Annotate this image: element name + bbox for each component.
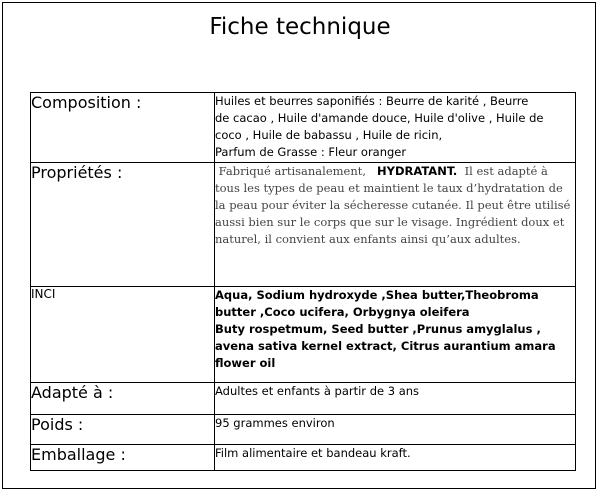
table-row-composition [31, 93, 576, 163]
inci-line: Buty rospetmum, Seed butter ,Prunus amyglalus , [215, 322, 541, 336]
inci-line: flower oil [215, 356, 276, 370]
page-title: Fiche technique [209, 14, 391, 40]
label-composition: Composition : [31, 93, 215, 163]
inci-line: Aqua, Sodium hydroxyde ,Shea butter,Theobroma [215, 288, 539, 302]
value-composition [215, 93, 576, 163]
label-proprietes: Propriétés : [31, 163, 215, 287]
inci-line: butter ,Coco ucifera, Orbygnya oleifera [215, 305, 470, 319]
value-adapte: Adultes et enfants à partir de 3 ans [215, 383, 576, 415]
table-row-adapte [31, 383, 576, 415]
composition-line: Huiles et beurres saponifiés : Beurre de karité , Beurre [215, 94, 529, 108]
label-inci: INCI [31, 287, 215, 383]
table-row-proprietes [31, 163, 576, 287]
table-row-inci [31, 287, 576, 383]
value-proprietes [215, 163, 576, 287]
table-row-poids [31, 415, 576, 445]
value-emballage: Film alimentaire et bandeau kraft. [215, 445, 576, 471]
proprietes-intro: Fabriqué artisanalement, [218, 164, 367, 178]
composition-line: Parfum de Grasse : Fleur oranger [215, 145, 407, 159]
proprietes-highlight: HYDRATANT. [377, 164, 458, 178]
value-poids: 95 grammes environ [215, 415, 576, 445]
label-poids: Poids : [31, 415, 215, 445]
inci-line: avena sativa kernel extract, Citrus aurantium amara [215, 339, 556, 353]
technical-sheet-table [30, 92, 576, 471]
proprietes-text: Il est adapté à tous les types de peau et maintient le taux d’hydratation de la peau pour éviter la sécheresse cutanée. Il peut être utilisé aussi bien sur le corps que sur le visage. Ingrédient doux et naturel, il convient aux enfants ainsi qu’aux adultes. [215, 164, 571, 246]
table-row-emballage [31, 445, 576, 471]
value-inci [215, 287, 576, 383]
label-emballage: Emballage : [31, 445, 215, 471]
composition-line: coco , Huile de babassu , Huile de ricin, [215, 128, 443, 142]
label-adapte: Adapté à : [31, 383, 215, 415]
composition-line: de cacao , Huile d'amande douce, Huile d'olive , Huile de [215, 111, 544, 125]
